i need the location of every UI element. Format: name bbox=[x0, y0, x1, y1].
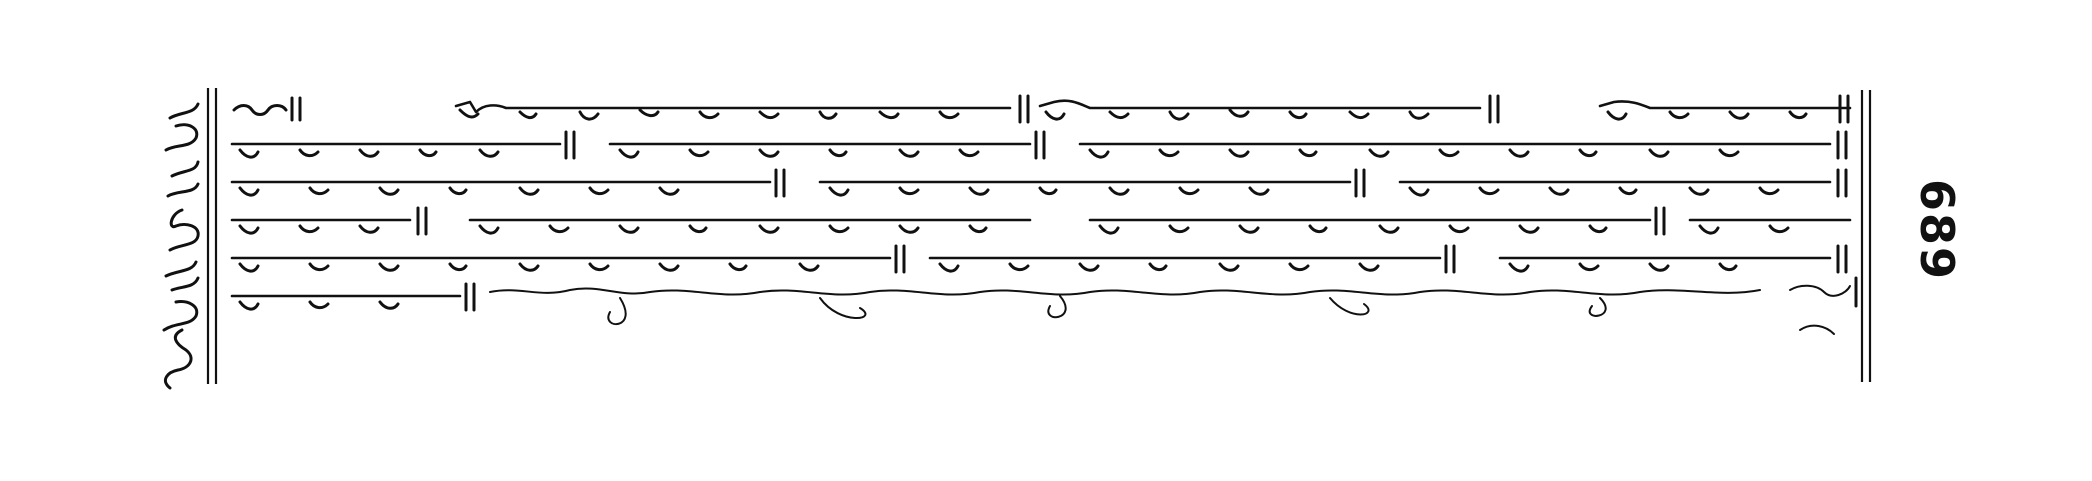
text-line-3 bbox=[232, 170, 1846, 196]
margin-title-script bbox=[164, 104, 198, 388]
page-frame bbox=[208, 88, 1870, 384]
folio-number-text: 689 bbox=[1910, 178, 1964, 282]
text-line-1 bbox=[234, 96, 1850, 122]
text-line-4 bbox=[232, 208, 1850, 234]
text-line-6 bbox=[232, 278, 1856, 324]
text-line-5 bbox=[232, 246, 1846, 272]
text-line-2 bbox=[232, 132, 1846, 158]
text-line-7 bbox=[1800, 326, 1834, 334]
folio-number bbox=[1892, 170, 1982, 290]
